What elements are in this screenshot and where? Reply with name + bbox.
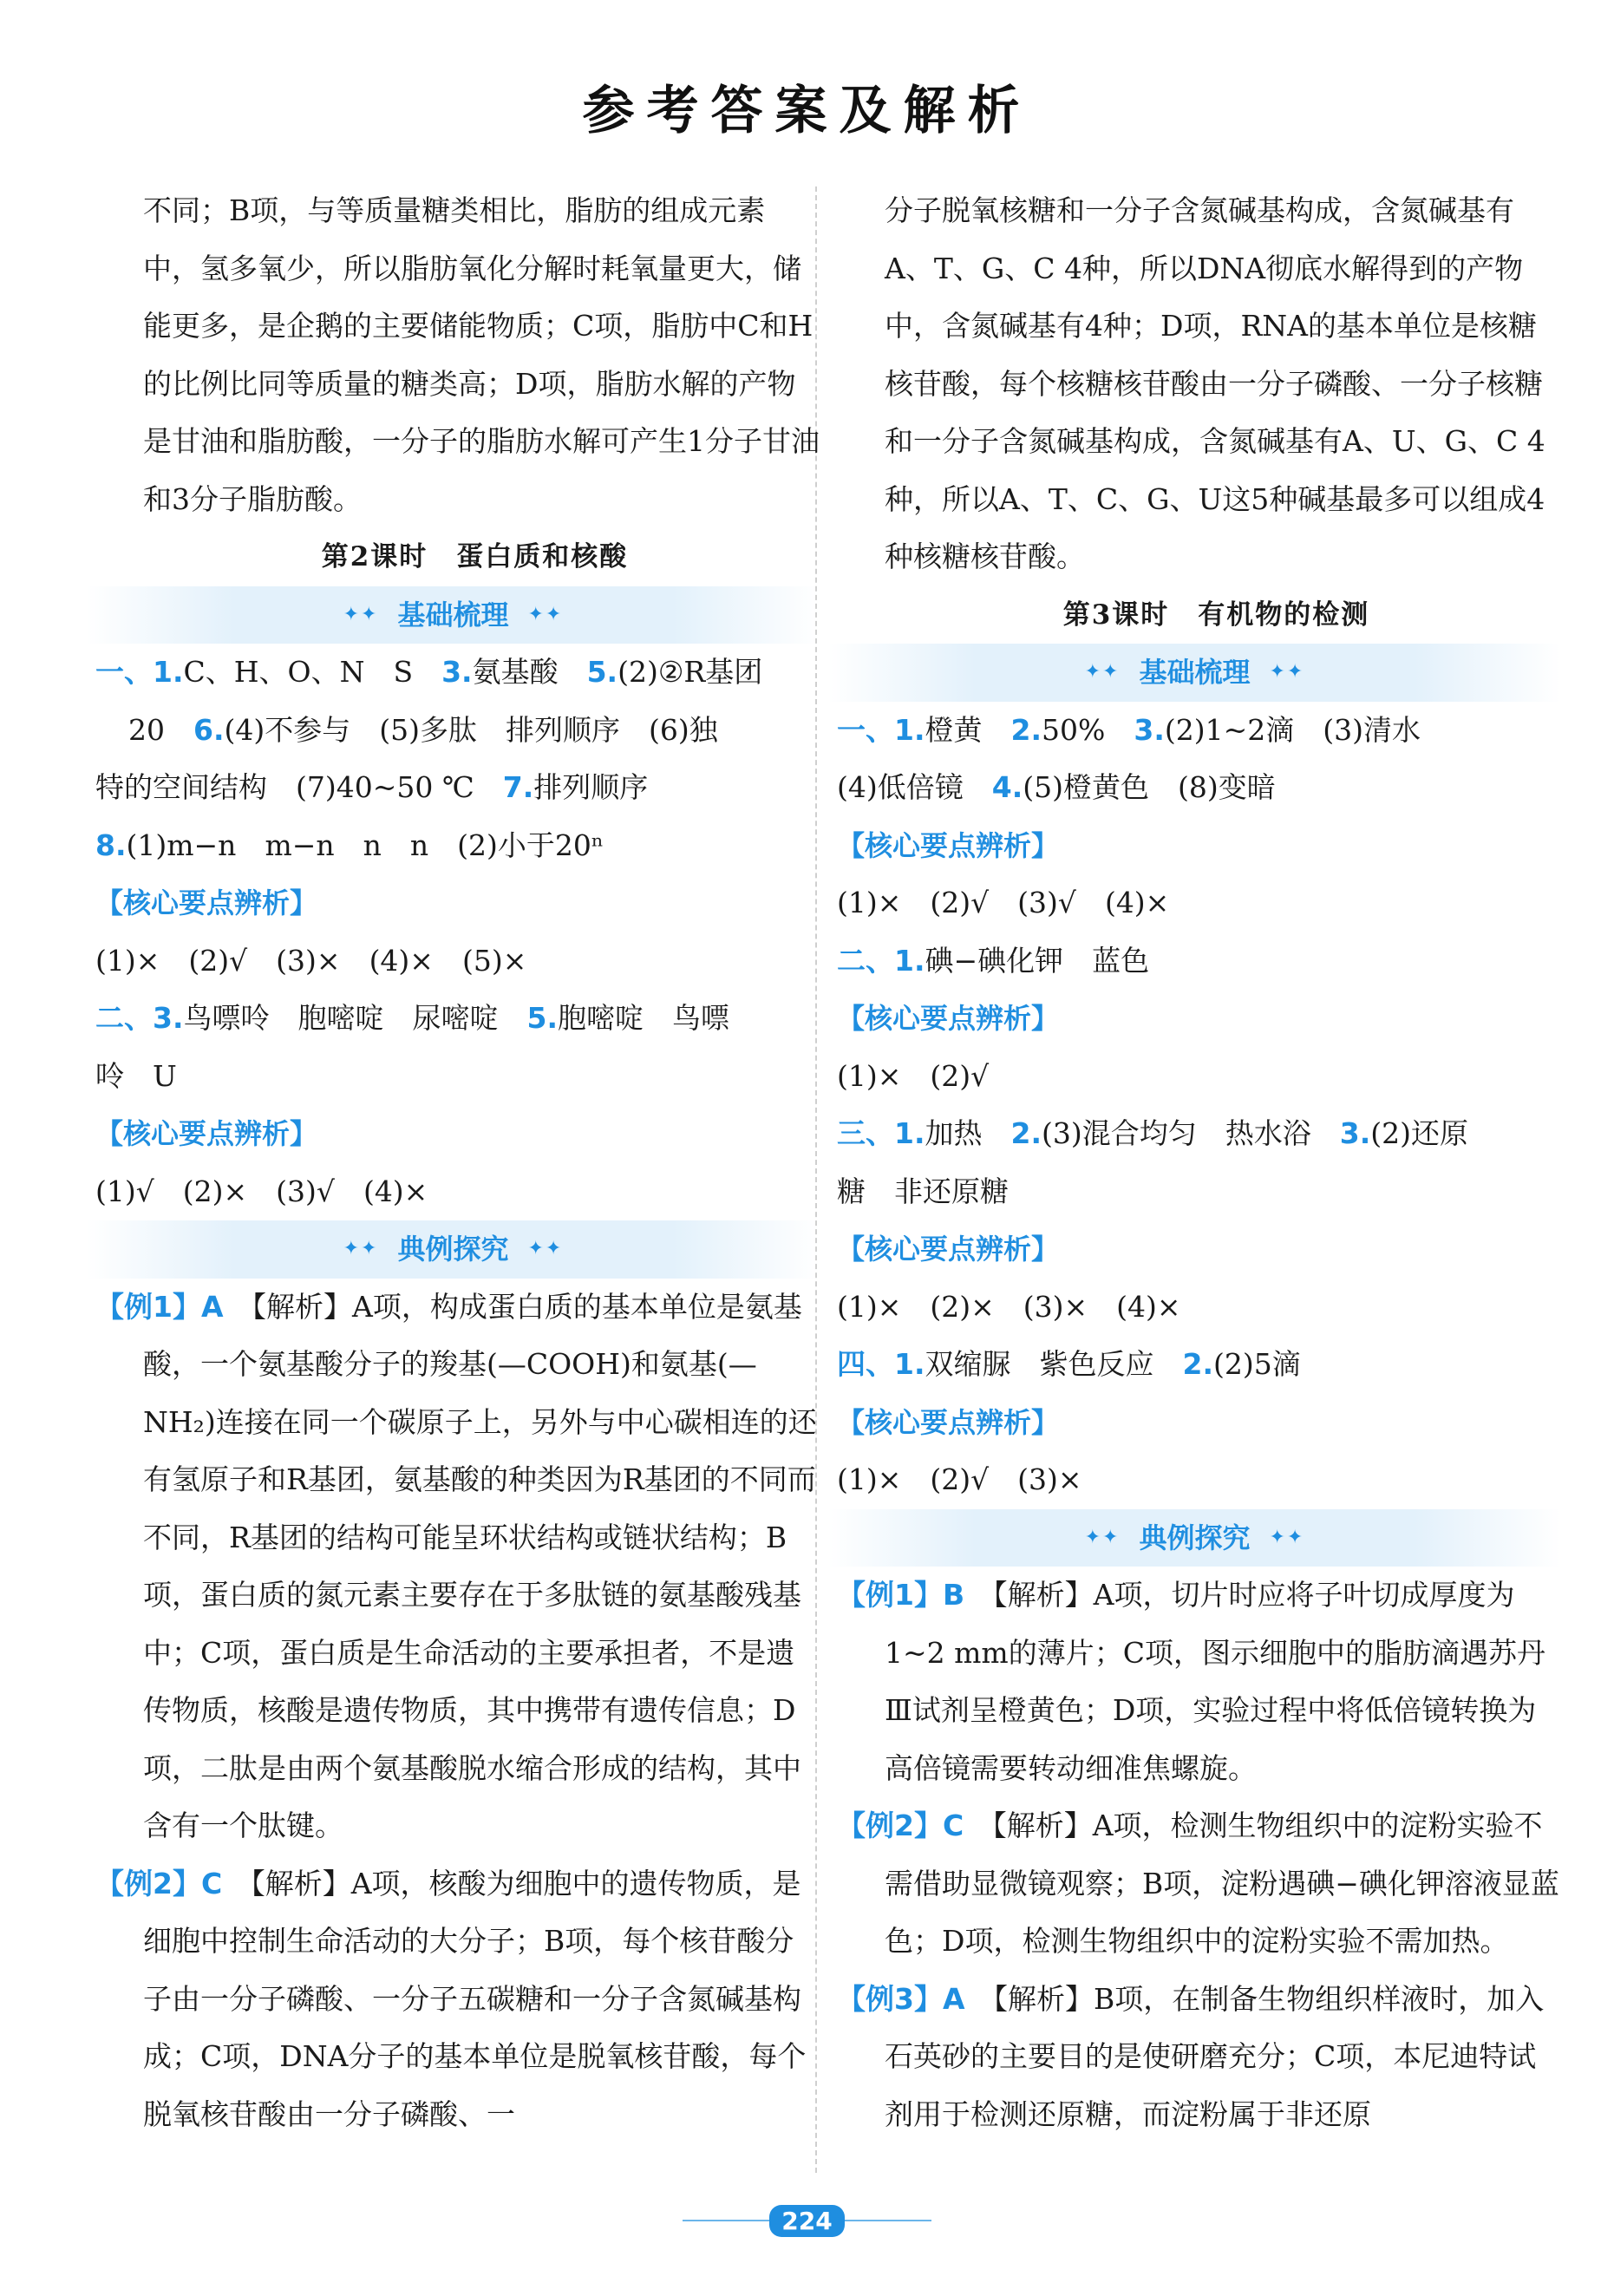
analysis-text: A项，核酸为细胞中的遗传物质，是细胞中控制生命活动的大分子；B项，每个核苷酸分子由一分子磷酸、一分子五碳糖和一分子含氮碱基构成；C项，DNA分子的基本单位是脱氧核苷酸，每个脱氧核苷酸由一分子磷酸、一 [143, 1866, 807, 2131]
answer-line: (1)√ (2)× (3)√ (4)× [95, 1174, 428, 1208]
answer-text: (2)5滴 [1213, 1347, 1301, 1381]
key-point-tag: 【核心要点辨析】 [837, 1405, 1060, 1439]
example-tag: 【例2】 [95, 1866, 201, 1900]
example-answer: C [200, 1866, 223, 1900]
banner-text: 基础梳理 [1139, 656, 1251, 689]
footer-line [683, 2220, 769, 2221]
example-1 [837, 1567, 1561, 1797]
answer-line: (1)× (2)√ (3)× [837, 1462, 1082, 1496]
item-number: 5. [526, 1001, 558, 1035]
section-banner [87, 586, 820, 644]
item-number: 4. [991, 770, 1023, 804]
example-2 [837, 1797, 1561, 1971]
answer-line: 呤 U [95, 1058, 177, 1093]
example-2 [95, 1855, 820, 2144]
answer-text: C、H、O、N S [183, 655, 442, 689]
answer-text: (2)②R基团 [618, 655, 763, 689]
answer-line: (1)× (2)√ [837, 1058, 990, 1093]
analysis-text: B项，在制备生物组织样液时，加入石英砂的主要目的是使研磨充分；C项，本尼迪特试剂用于检测还原糖，而淀粉属于非还原 [885, 1981, 1545, 2131]
answer-text: 胞嘧啶 鸟嘌 [558, 1001, 729, 1035]
analysis-tag: 【解析】 [251, 1866, 351, 1900]
analysis-text: A项，检测生物组织中的淀粉实验不需借助显微镜观察；B项，淀粉遇碘−碘化钾溶液显蓝色；D项，检测生物组织中的淀粉实验不需加热。 [885, 1809, 1559, 1958]
page-number: 224 [769, 2205, 844, 2237]
answer-line [837, 1336, 1561, 1394]
answer-line [95, 817, 820, 875]
diamond-icon: ✦✦ [527, 603, 564, 625]
example-answer: C [942, 1809, 964, 1842]
answer-text: 特的空间结构 (7)40~50 ℃ [95, 770, 503, 804]
key-point-tag: 【核心要点辨析】 [95, 1117, 318, 1150]
example-1 [95, 1279, 820, 1855]
paragraph: 分子脱氧核糖和一分子含氮碱基构成，含氮碱基有A、T、G、C 4种，所以DNA彻底水解得到的产物中，含氮碱基有4种；D项，RNA的基本单位是核糖核苷酸，每个核糖核苷酸由一分子磷酸、一分子核糖和一分子含氮碱基构成，含氮碱基有A、U、G、C 4种，所以A、T、C、G、U这5种碱基最多可以组成4种核糖核苷酸。 [885, 193, 1545, 573]
item-number: 8. [95, 827, 127, 862]
item-number: 2. [1010, 712, 1042, 747]
section-banner [828, 644, 1561, 702]
footer-line [845, 2220, 931, 2221]
example-tag: 【例2】 [837, 1809, 943, 1842]
answer-text: (4)低倍镜 [837, 770, 992, 804]
answer-text: (3)混合均匀 热水浴 [1042, 1116, 1340, 1150]
banner-text: 典例探究 [397, 1233, 509, 1266]
answer-text: (2)1~2滴 (3)清水 [1164, 712, 1421, 747]
answer-line [837, 759, 1561, 817]
page-footer [0, 2199, 1614, 2242]
answer-line [95, 990, 820, 1048]
page-title: 参考答案及解析 [582, 81, 1032, 141]
answer-text: 排列顺序 [533, 770, 649, 804]
diamond-icon: ✦✦ [1084, 1526, 1121, 1548]
answer-text: 橙黄 [925, 712, 1011, 747]
answer-line: (1)× (2)√ (3)√ (4)× [837, 886, 1170, 919]
diamond-icon: ✦✦ [1269, 1526, 1305, 1548]
answer-line: (1)× (2)× (3)× (4)× [837, 1289, 1181, 1324]
section-banner [828, 1509, 1561, 1567]
analysis-tag: 【解析】 [992, 1809, 1093, 1842]
item-number: 一、1. [95, 655, 184, 689]
item-number: 二、1. [837, 943, 925, 978]
diamond-icon: ✦✦ [527, 1238, 564, 1259]
answer-line: 糖 非还原糖 [837, 1174, 1009, 1208]
answer-line [95, 644, 820, 702]
example-tag: 【例1】 [837, 1578, 943, 1612]
answer-line: (1)× (2)√ (3)× (4)× (5)× [95, 943, 527, 978]
answer-line [837, 932, 1561, 991]
answer-text: 20 [128, 712, 193, 747]
key-point-tag: 【核心要点辨析】 [837, 1233, 1060, 1266]
section-banner [87, 1220, 820, 1279]
example-answer: A [200, 1289, 224, 1324]
item-number: 3. [441, 655, 473, 689]
banner-text: 基础梳理 [397, 598, 509, 631]
item-number: 四、1. [837, 1347, 925, 1381]
example-answer: A [942, 1981, 965, 2016]
answer-text: 双缩脲 紫色反应 [925, 1347, 1183, 1381]
diamond-icon: ✦✦ [343, 603, 379, 625]
key-point-tag: 【核心要点辨析】 [95, 886, 318, 919]
answer-text: 50% [1042, 712, 1134, 747]
item-number: 7. [502, 770, 534, 804]
analysis-text: A项，构成蛋白质的基本单位是氨基酸，一个氨基酸分子的羧基(—COOH)和氨基(—NH₂)连接在同一个碳原子上，另外与中心碳相连的还有氢原子和R基团，氨基酸的种类因为R基团的不同而不同，R基团的结构可能呈环状结构或链状结构；B项，蛋白质的氮元素主要存在于多肽链的氨基酸残基中；C项，蛋白质是生命活动的主要承担者，不是遗传物质，核酸是遗传物质，其中携带有遗传信息；D项，二肽是由两个氨基酸脱水缩合形成的结构，其中含有一个肽键。 [143, 1289, 817, 1842]
banner-text: 典例探究 [1139, 1521, 1251, 1554]
diamond-icon: ✦✦ [1084, 661, 1121, 683]
answer-text: (2)还原 [1370, 1116, 1468, 1150]
analysis-tag: 【解析】 [252, 1289, 353, 1324]
answer-line [95, 702, 820, 760]
item-number: 3. [1339, 1116, 1371, 1150]
analysis-tag: 【解析】 [993, 1981, 1095, 2016]
analysis-text: A项，切片时应将子叶切成厚度为1~2 mm的薄片；C项，图示细胞中的脂肪滴遇苏丹Ⅲ试剂呈橙黄色；D项，实验过程中将低倍镜转换为高倍镜需要转动细准焦螺旋。 [885, 1578, 1545, 1785]
answer-text: (5)橙黄色 (8)变暗 [1023, 770, 1276, 804]
key-point-tag: 【核心要点辨析】 [837, 828, 1060, 862]
item-number: 5. [586, 655, 618, 689]
diamond-icon: ✦✦ [343, 1238, 379, 1259]
diamond-icon: ✦✦ [1269, 661, 1305, 683]
item-number: 2. [1010, 1116, 1042, 1150]
answer-text: 氨基酸 [472, 655, 587, 689]
answer-text: (1)m−n m−n n n (2)小于20ⁿ [126, 827, 604, 862]
answer-line [837, 1105, 1561, 1163]
item-number: 2. [1182, 1347, 1213, 1381]
example-answer: B [942, 1578, 965, 1612]
answer-text: 鸟嘌呤 胞嘧啶 尿嘧啶 [183, 1001, 527, 1035]
answer-line [837, 702, 1561, 760]
example-3 [837, 1971, 1561, 2144]
answer-text: (4)不参与 (5)多肽 排列顺序 (6)独 [224, 712, 718, 747]
right-column [837, 182, 1561, 2143]
item-number: 6. [193, 712, 225, 747]
lesson-title: 第3课时 有机物的检测 [1062, 599, 1370, 631]
paragraph: 不同；B项，与等质量糖类相比，脂肪的组成元素中，氢多氧少，所以脂肪氧化分解时耗氧量更大，储能更多，是企鹅的主要储能物质；C项，脂肪中C和H的比例比同等质量的糖类高；D项，脂肪水解的产物是甘油和脂肪酸，一分子的脂肪水解可产生1分子甘油和3分子脂肪酸。 [143, 193, 820, 516]
key-point-tag: 【核心要点辨析】 [837, 1002, 1060, 1035]
item-number: 3. [1134, 712, 1165, 747]
answer-text: 加热 [925, 1116, 1011, 1150]
analysis-tag: 【解析】 [993, 1578, 1094, 1612]
item-number: 三、1. [837, 1116, 925, 1150]
answer-text: 碘−碘化钾 蓝色 [925, 943, 1150, 978]
left-column [95, 182, 820, 2143]
answer-line [95, 759, 820, 817]
lesson-title: 第2课时 蛋白质和核酸 [321, 541, 629, 572]
example-tag: 【例3】 [837, 1981, 943, 2016]
example-tag: 【例1】 [95, 1289, 201, 1324]
item-number: 二、3. [95, 1001, 184, 1035]
item-number: 一、1. [837, 712, 925, 747]
